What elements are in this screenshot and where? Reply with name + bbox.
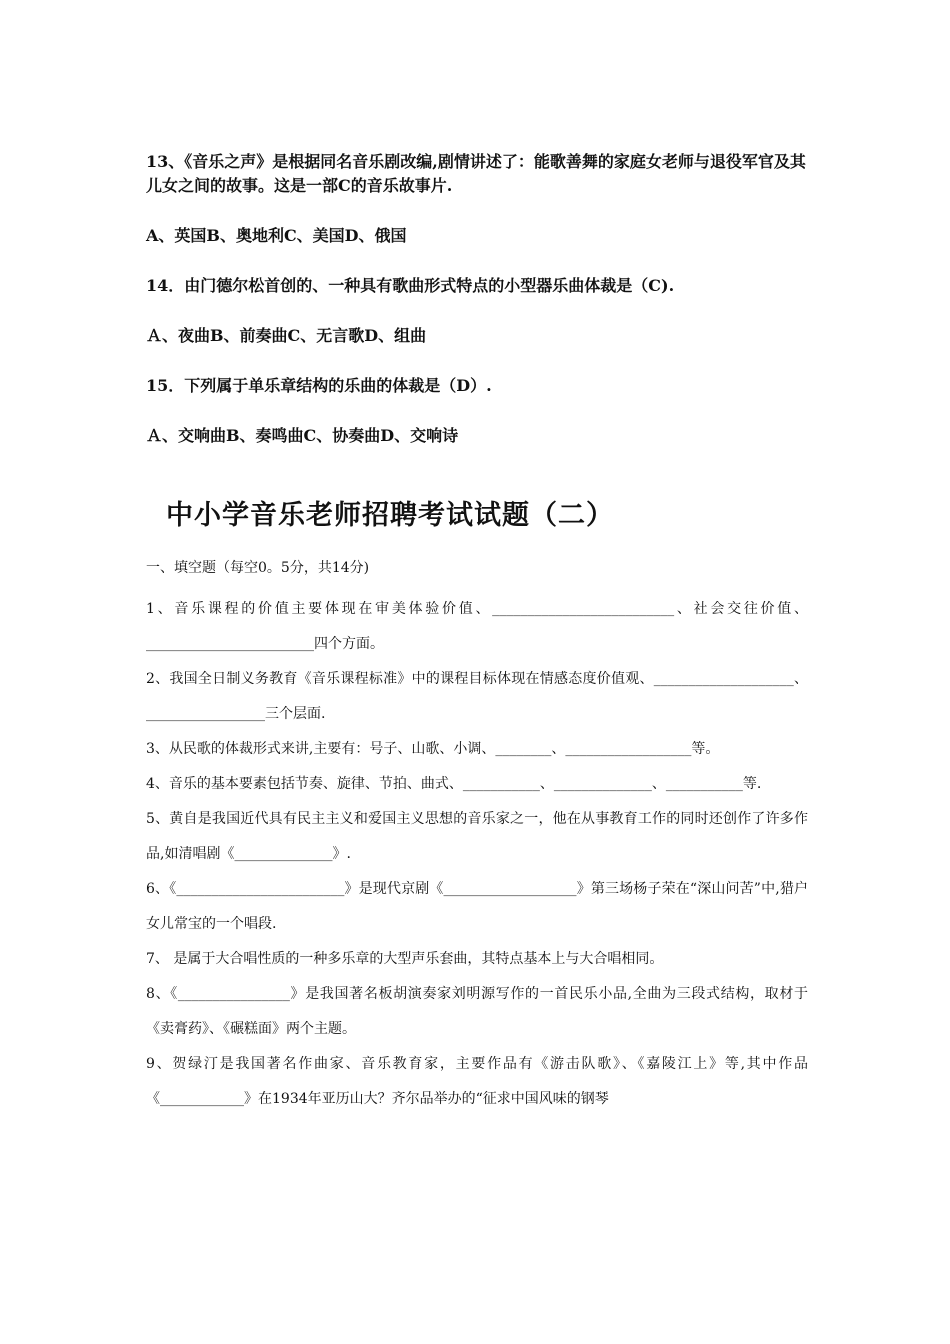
- question-15-stem: 15．下列属于单乐章结构的乐曲的体裁是（D）.: [146, 376, 492, 395]
- fill-item-2: 2、我国全日制义务教育《音乐课程标准》中的课程目标体现在情感态度价值观、____________________、_________________三个层面.: [146, 671, 808, 722]
- page-content: [146, 150, 808, 1117]
- exam-title: 中小学音乐老师招聘考试试题（二）: [166, 500, 614, 531]
- question-15-options: Ａ、交响曲B、奏鸣曲C、协奏曲D、交响诗: [146, 426, 459, 445]
- question-13-options: A、英国B、奥地利C、美国D、俄国: [146, 226, 407, 245]
- section-heading: 一、填空题（每空0。5分，共14分): [146, 560, 370, 576]
- question-14-stem: 14．由门德尔松首创的、一种具有歌曲形式特点的小型器乐曲体裁是（C).: [146, 276, 675, 295]
- fill-item-9: 9、贺绿汀是我国著名作曲家、音乐教育家，主要作品有《游击队歌》、《嘉陵江上》等,其中作品《____________》在1934年亚历山大？齐尔品举办的“征求中国风味的钢琴: [146, 1056, 808, 1107]
- question-14-options: Ａ、夜曲B、前奏曲C、无言歌D、组曲: [146, 326, 427, 345]
- fill-item-5: 5、黄自是我国近代具有民主主义和爱国主义思想的音乐家之一，他在从事教育工作的同时还创作了许多作品,如清唱剧《______________》.: [146, 811, 808, 862]
- fill-item-1: 1、音乐课程的价值主要体现在审美体验价值、__________________________、社会交往价值、________________________四个方面。: [146, 601, 808, 652]
- question-13-stem: 13、《音乐之声》是根据同名音乐剧改编,剧情讲述了：能歌善舞的家庭女老师与退役军官及其儿女之间的故事。这是一部C的音乐故事片.: [146, 152, 806, 195]
- fill-item-8: 8、《________________》是我国著名板胡演奏家刘明源写作的一首民乐小品,全曲为三段式结构，取材于《卖膏药》、《碾糕面》两个主题。: [146, 986, 808, 1037]
- fill-item-7: 7、 是属于大合唱性质的一种多乐章的大型声乐套曲，其特点基本上与大合唱相同。: [146, 951, 664, 967]
- fill-item-4: 4、音乐的基本要素包括节奏、旋律、节拍、曲式、___________、______________、___________等.: [146, 776, 762, 792]
- fill-item-6: 6、《________________________》是现代京剧《___________________》第三场杨子荣在“深山问苦”中,猎户女儿常宝的一个唱段.: [146, 881, 808, 932]
- fill-item-3: 3、从民歌的体裁形式来讲,主要有：号子、山歌、小调、________、__________________等。: [146, 741, 720, 757]
